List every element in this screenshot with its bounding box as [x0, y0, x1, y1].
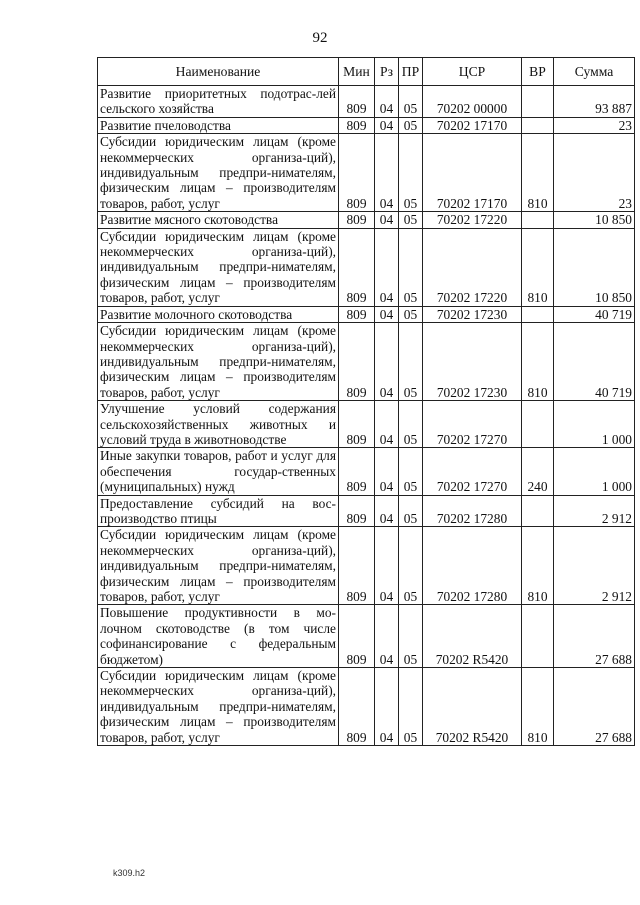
cell-min: 809 — [339, 117, 375, 133]
table-row — [98, 306, 635, 322]
table-row — [98, 212, 635, 228]
table-row — [98, 527, 635, 605]
table-row — [98, 605, 635, 668]
cell-vr — [522, 86, 554, 118]
table-header-row — [98, 58, 635, 86]
cell-name: Повышение продуктивности в мо-лочном скотоводстве (в том числе софинансирование с федеральным бюджетом) — [98, 605, 339, 668]
cell-rz: 04 — [375, 323, 399, 401]
cell-min: 809 — [339, 495, 375, 527]
cell-vr: 240 — [522, 448, 554, 495]
cell-pr: 05 — [399, 228, 423, 306]
cell-sum: 27 688 — [554, 605, 635, 668]
cell-csr: 70202 17170 — [423, 134, 522, 212]
cell-csr: 70202 17270 — [423, 401, 522, 448]
cell-name: Субсидии юридическим лицам (кроме некоммерческих организа-ций), индивидуальным предпри-нимателям, физическим лицам – производителям товаров, работ, услуг — [98, 527, 339, 605]
table-row — [98, 668, 635, 746]
cell-csr: 70202 17220 — [423, 228, 522, 306]
cell-min: 809 — [339, 86, 375, 118]
cell-pr: 05 — [399, 117, 423, 133]
cell-pr: 05 — [399, 323, 423, 401]
cell-rz: 04 — [375, 527, 399, 605]
table-row — [98, 117, 635, 133]
cell-rz: 04 — [375, 605, 399, 668]
cell-vr — [522, 117, 554, 133]
cell-sum: 1 000 — [554, 448, 635, 495]
cell-csr: 70202 17220 — [423, 212, 522, 228]
cell-rz: 04 — [375, 117, 399, 133]
cell-sum: 2 912 — [554, 495, 635, 527]
cell-csr: 70202 17230 — [423, 323, 522, 401]
cell-vr — [522, 401, 554, 448]
cell-pr: 05 — [399, 668, 423, 746]
cell-rz: 04 — [375, 306, 399, 322]
table-row — [98, 323, 635, 401]
table-row — [98, 228, 635, 306]
cell-name: Развитие мясного скотоводства — [98, 212, 339, 228]
cell-vr: 810 — [522, 228, 554, 306]
cell-sum: 10 850 — [554, 228, 635, 306]
cell-vr: 810 — [522, 668, 554, 746]
cell-csr: 70202 17230 — [423, 306, 522, 322]
cell-min: 809 — [339, 527, 375, 605]
cell-pr: 05 — [399, 448, 423, 495]
cell-vr: 810 — [522, 527, 554, 605]
cell-min: 809 — [339, 134, 375, 212]
cell-min: 809 — [339, 323, 375, 401]
cell-name: Субсидии юридическим лицам (кроме некоммерческих организа-ций), индивидуальным предпри-нимателям, физическим лицам – производителям товаров, работ, услуг — [98, 668, 339, 746]
footer-code: k309.h2 — [113, 868, 146, 878]
cell-pr: 05 — [399, 86, 423, 118]
cell-min: 809 — [339, 212, 375, 228]
cell-csr: 70202 R5420 — [423, 605, 522, 668]
cell-csr: 70202 17280 — [423, 527, 522, 605]
table-row — [98, 401, 635, 448]
table-row — [98, 495, 635, 527]
cell-pr: 05 — [399, 212, 423, 228]
cell-sum: 93 887 — [554, 86, 635, 118]
cell-pr: 05 — [399, 495, 423, 527]
header-sum: Сумма — [554, 58, 635, 86]
budget-table — [97, 57, 635, 746]
cell-rz: 04 — [375, 668, 399, 746]
cell-sum: 23 — [554, 134, 635, 212]
cell-rz: 04 — [375, 86, 399, 118]
cell-min: 809 — [339, 448, 375, 495]
table-row — [98, 86, 635, 118]
cell-csr: 70202 17270 — [423, 448, 522, 495]
page-number: 92 — [312, 30, 328, 46]
header-rz: Рз — [375, 58, 399, 86]
cell-vr: 810 — [522, 323, 554, 401]
cell-vr — [522, 495, 554, 527]
cell-name: Субсидии юридическим лицам (кроме некоммерческих организа-ций), индивидуальным предпри-нимателям, физическим лицам – производителям товаров, работ, услуг — [98, 228, 339, 306]
cell-csr: 70202 00000 — [423, 86, 522, 118]
cell-csr: 70202 17170 — [423, 117, 522, 133]
cell-sum: 10 850 — [554, 212, 635, 228]
header-name: Наименование — [98, 58, 339, 86]
header-vr: ВР — [522, 58, 554, 86]
cell-sum: 40 719 — [554, 323, 635, 401]
table-row — [98, 134, 635, 212]
cell-sum: 2 912 — [554, 527, 635, 605]
table-row — [98, 448, 635, 495]
header-min: Мин — [339, 58, 375, 86]
cell-min: 809 — [339, 306, 375, 322]
cell-vr: 810 — [522, 134, 554, 212]
cell-name: Развитие молочного скотоводства — [98, 306, 339, 322]
cell-vr — [522, 605, 554, 668]
cell-name: Улучшение условий содержания сельскохозяйственных животных и условий труда в животноводстве — [98, 401, 339, 448]
cell-pr: 05 — [399, 605, 423, 668]
cell-name: Субсидии юридическим лицам (кроме некоммерческих организа-ций), индивидуальным предпри-нимателям, физическим лицам – производителям товаров, работ, услуг — [98, 134, 339, 212]
cell-csr: 70202 17280 — [423, 495, 522, 527]
cell-min: 809 — [339, 401, 375, 448]
cell-sum: 23 — [554, 117, 635, 133]
header-pr: ПР — [399, 58, 423, 86]
cell-rz: 04 — [375, 495, 399, 527]
cell-sum: 27 688 — [554, 668, 635, 746]
cell-rz: 04 — [375, 228, 399, 306]
cell-vr — [522, 306, 554, 322]
cell-rz: 04 — [375, 401, 399, 448]
cell-min: 809 — [339, 668, 375, 746]
cell-name: Развитие пчеловодства — [98, 117, 339, 133]
cell-min: 809 — [339, 605, 375, 668]
cell-rz: 04 — [375, 134, 399, 212]
cell-sum: 40 719 — [554, 306, 635, 322]
cell-min: 809 — [339, 228, 375, 306]
cell-pr: 05 — [399, 401, 423, 448]
cell-pr: 05 — [399, 134, 423, 212]
cell-sum: 1 000 — [554, 401, 635, 448]
cell-rz: 04 — [375, 448, 399, 495]
cell-rz: 04 — [375, 212, 399, 228]
cell-vr — [522, 212, 554, 228]
cell-csr: 70202 R5420 — [423, 668, 522, 746]
cell-pr: 05 — [399, 527, 423, 605]
cell-name: Предоставление субсидий на вос-производство птицы — [98, 495, 339, 527]
header-csr: ЦСР — [423, 58, 522, 86]
cell-name: Субсидии юридическим лицам (кроме некоммерческих организа-ций), индивидуальным предпри-нимателям, физическим лицам – производителям товаров, работ, услуг — [98, 323, 339, 401]
cell-name: Иные закупки товаров, работ и услуг для обеспечения государ-ственных (муниципальных) нужд — [98, 448, 339, 495]
cell-name: Развитие приоритетных подотрас-лей сельского хозяйства — [98, 86, 339, 118]
cell-pr: 05 — [399, 306, 423, 322]
